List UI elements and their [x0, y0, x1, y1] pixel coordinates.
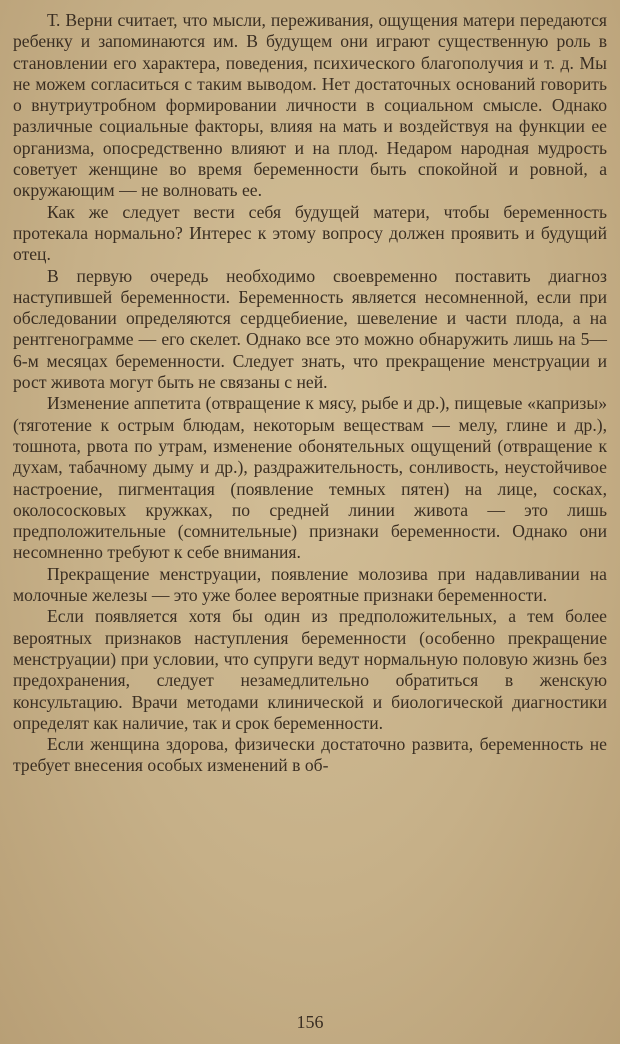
paragraph-7: Если женщина здорова, физически достаточно развита, беременность не требует внесения особых изменений в об- [13, 734, 607, 776]
paragraph-4: Изменение аппетита (отвращение к мясу, рыбе и др.), пищевые «капризы» (тяготение к острым блюдам, некоторым веществам — мелу, глине и др.), тошнота, рвота по утрам, изменение обонятельных ощущений (отвращение к духам, табачному дыму и др.), раздражительность, сонливость, неустойчивое настроение, пигментация (появление темных пятен) на лице, сосках, околососковых кружках, по средней линии живота — это лишь предположительные (сомнительные) признаки беременности. Однако они несомненно требуют к себе внимания. [13, 393, 607, 563]
paragraph-5: Прекращение менструации, появление молозива при надавливании на молочные железы — это уже более вероятные признаки беременности. [13, 563, 607, 606]
paragraph-3: В первую очередь необходимо своевременно поставить диагноз наступившей беременности. Беременность является несомненной, если при обследовании определяются сердцебиение, шевеление и части плода, а на рентгенограмме — его скелет. Однако все это можно обнаружить лишь на 5—6-м месяцах беременности. Следует знать, что прекращение менструации и рост живота могут быть не связаны с ней. [13, 265, 607, 393]
body-text [13, 10, 607, 777]
page-number: 156 [296, 1012, 324, 1032]
paragraph-2: Как же следует вести себя будущей матери, чтобы беременность протекала нормально? Интерес к этому вопросу должен проявить и будущий отец. [13, 201, 607, 265]
paragraph-1: Т. Верни считает, что мысли, переживания, ощущения матери передаются ребенку и запоминаются им. В будущем они играют существенную роль в становлении его характера, поведения, психического благополучия и т. д. Мы не можем согласиться с таким выводом. Нет достаточных оснований говорить о внутриутробном формировании личности в социальном смысле. Однако различные социальные факторы, влияя на мать и воздействуя на функции ее организма, опосредственно влияют и на плод. Недаром народная мудрость советует женщине во время беременности быть спокойной и ровной, а окружающим — не волновать ее. [13, 10, 607, 201]
paragraph-6: Если появляется хотя бы один из предположительных, а тем более вероятных признаков наступления беременности (особенно прекращение менструации) при условии, что супруги ведут нормальную половую жизнь без предохранения, следует незамедлительно обратиться в женскую консультацию. Врачи методами клинической и биологической диагностики определят как наличие, так и срок беременности. [13, 606, 607, 733]
